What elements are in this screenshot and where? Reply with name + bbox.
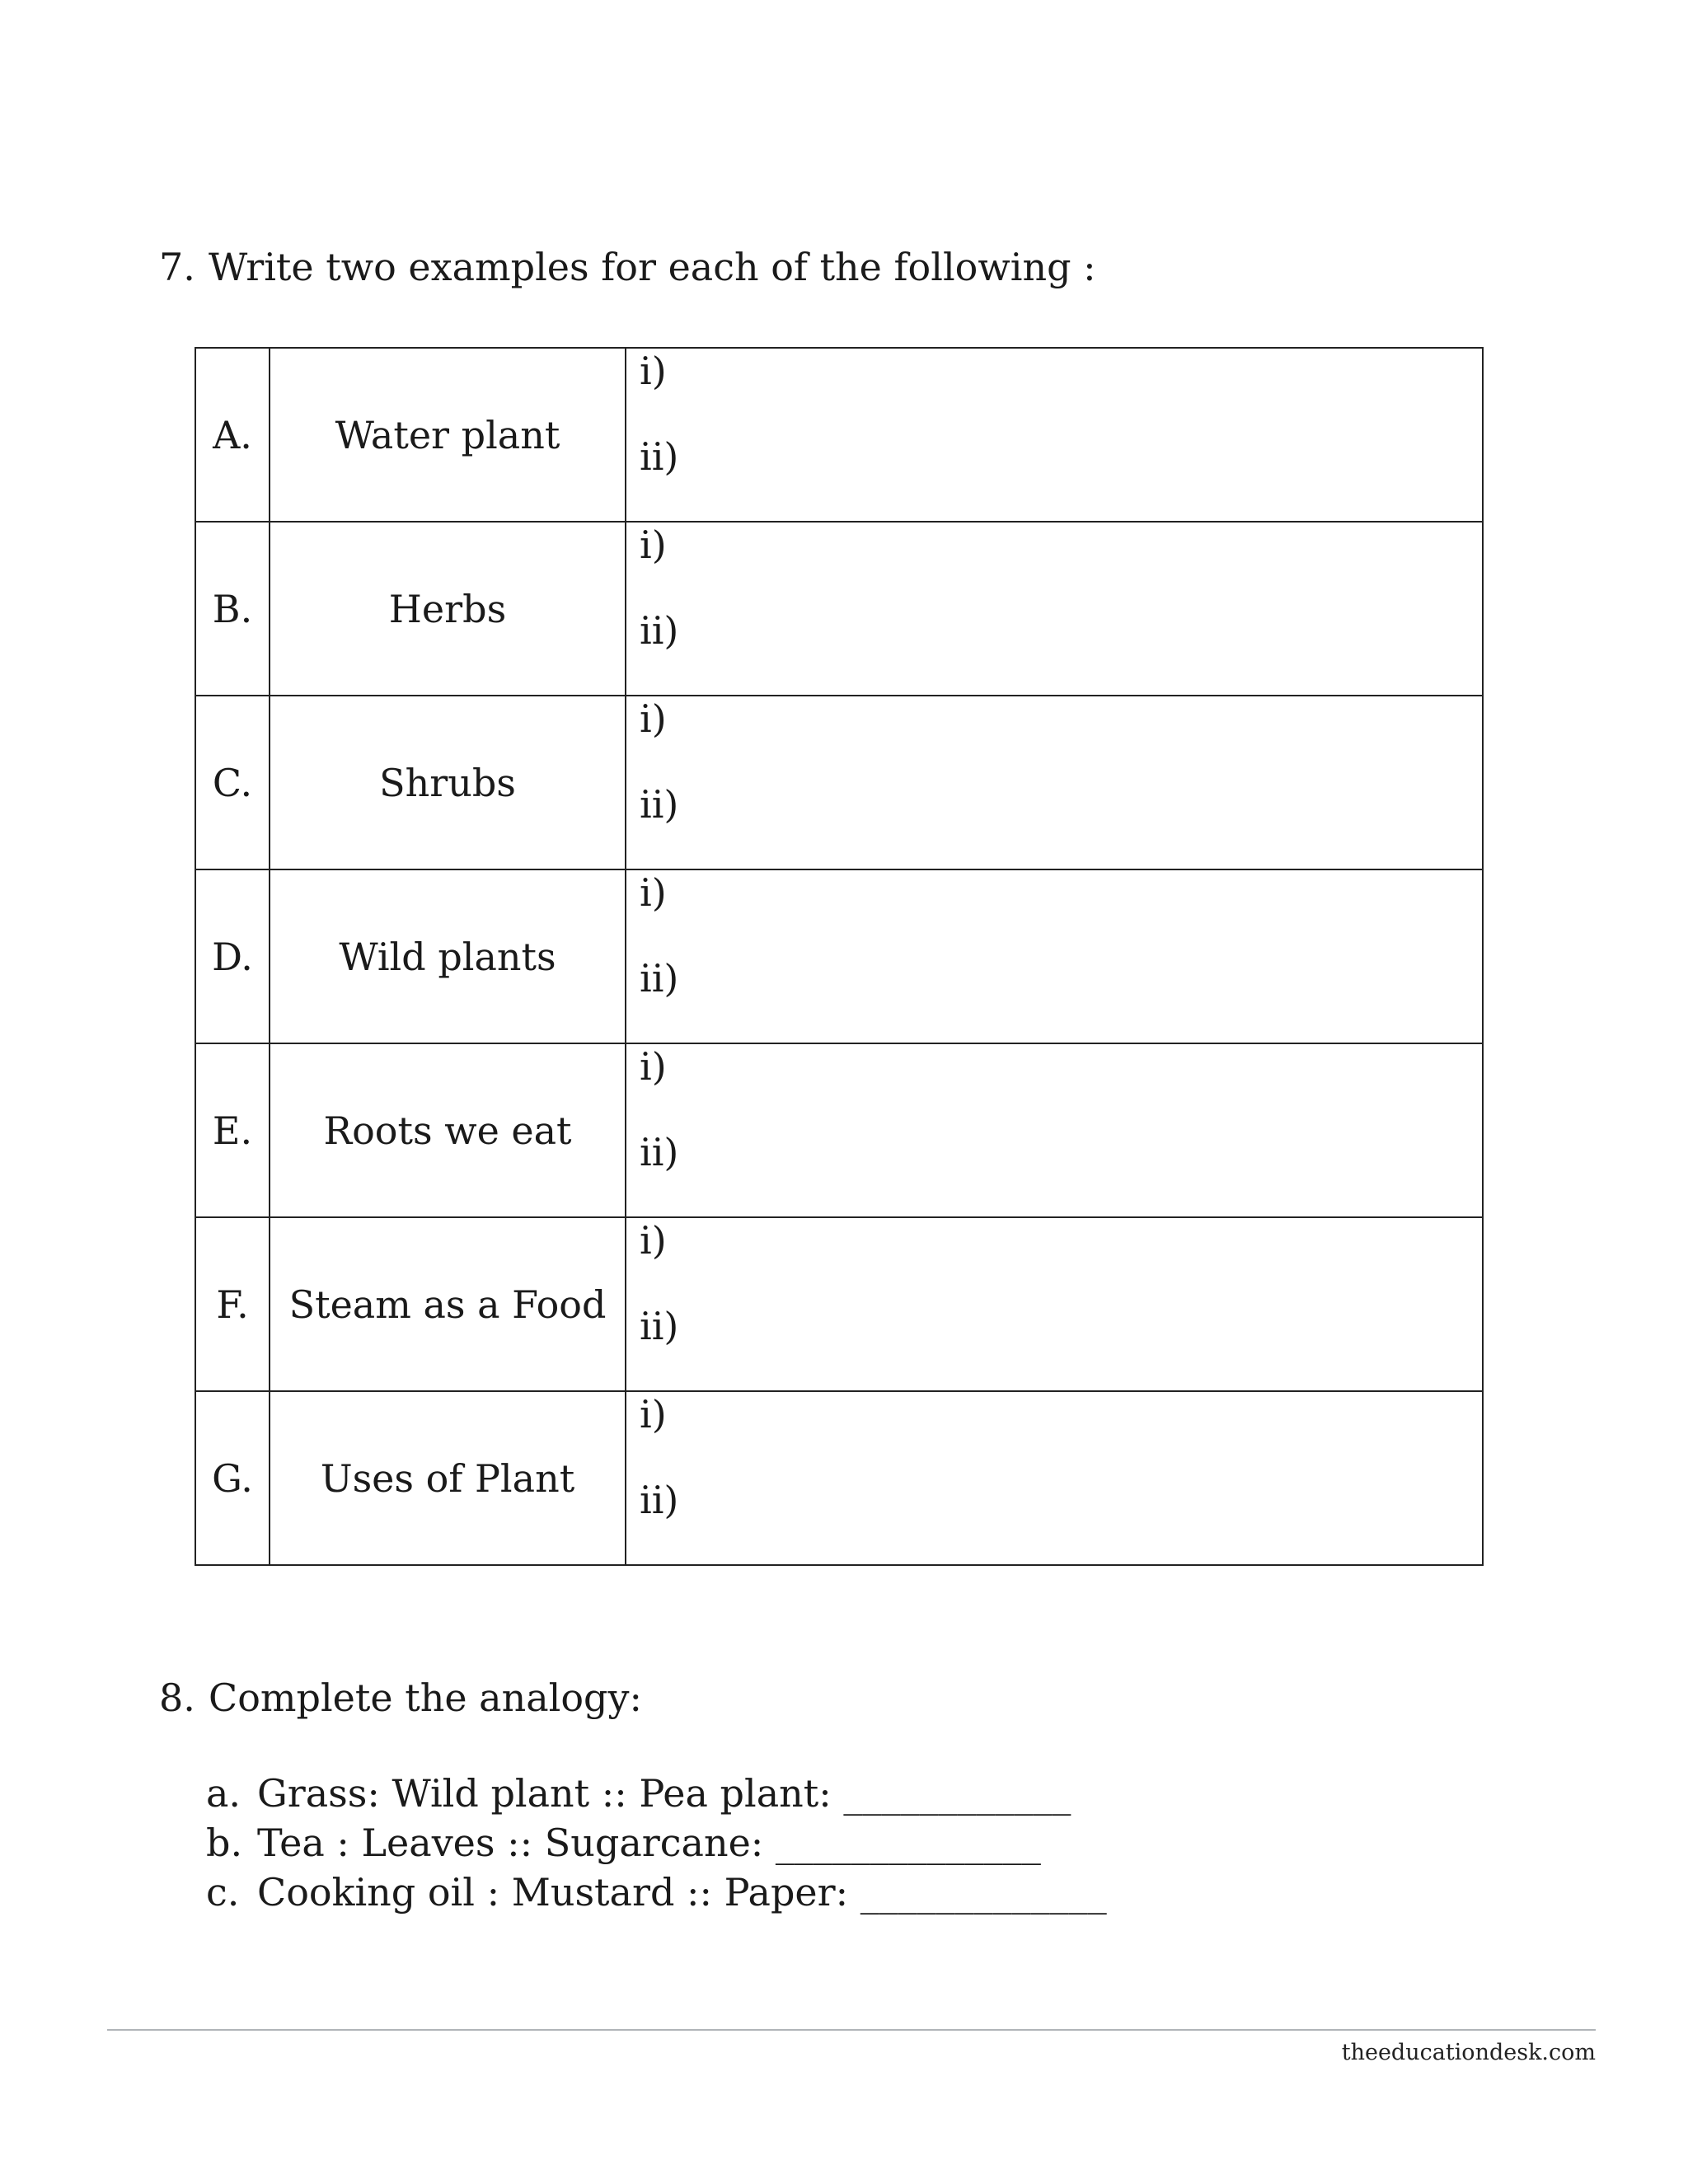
- question-7-heading: [159, 242, 1096, 292]
- analogy-item: [206, 1818, 1107, 1868]
- answer-second-label: ii): [640, 1130, 679, 1174]
- row-letter: F.: [195, 1217, 270, 1391]
- row-category: Herbs: [270, 522, 626, 696]
- analogy-text: Cooking oil : Mustard :: Paper: _____________: [257, 1870, 1107, 1915]
- row-letter: E.: [195, 1043, 270, 1217]
- answer-first-label: i): [640, 1392, 667, 1436]
- answer-cell[interactable]: [626, 869, 1483, 1043]
- row-letter: A.: [195, 348, 270, 522]
- answer-cell[interactable]: [626, 1043, 1483, 1217]
- analogy-item: [206, 1868, 1107, 1917]
- footer-divider: [107, 2029, 1596, 2031]
- question-7-text: Write two examples for each of the following :: [209, 245, 1096, 289]
- analogy-item: [206, 1769, 1107, 1818]
- answer-cell[interactable]: [626, 696, 1483, 869]
- table-row: [195, 1217, 1483, 1391]
- row-category: Wild plants: [270, 869, 626, 1043]
- answer-second-label: ii): [640, 956, 679, 1001]
- answer-first-label: i): [640, 870, 667, 915]
- row-category: Steam as a Food: [270, 1217, 626, 1391]
- table-row: [195, 869, 1483, 1043]
- table-row: [195, 1043, 1483, 1217]
- answer-cell[interactable]: [626, 1391, 1483, 1565]
- analogy-marker: a.: [206, 1771, 241, 1816]
- row-category: Uses of Plant: [270, 1391, 626, 1565]
- answer-first-label: i): [640, 1218, 667, 1263]
- row-category: Roots we eat: [270, 1043, 626, 1217]
- analogy-marker: b.: [206, 1821, 243, 1865]
- row-letter: D.: [195, 869, 270, 1043]
- question-7-number: 7.: [159, 245, 195, 289]
- analogy-marker: c.: [206, 1870, 240, 1915]
- row-category: Shrubs: [270, 696, 626, 869]
- answer-first-label: i): [640, 696, 667, 741]
- row-category: Water plant: [270, 348, 626, 522]
- table-row: [195, 1391, 1483, 1565]
- answer-cell[interactable]: [626, 1217, 1483, 1391]
- question-8-number: 8.: [159, 1675, 195, 1720]
- answer-cell[interactable]: [626, 348, 1483, 522]
- row-letter: G.: [195, 1391, 270, 1565]
- question-8-text: Complete the analogy:: [209, 1675, 642, 1720]
- answer-first-label: i): [640, 523, 667, 567]
- answer-second-label: ii): [640, 434, 679, 479]
- row-letter: C.: [195, 696, 270, 869]
- footer-site-name: theeducationdesk.com: [1341, 2040, 1596, 2065]
- answer-first-label: i): [640, 349, 667, 393]
- question-8-heading: [159, 1673, 642, 1722]
- row-letter: B.: [195, 522, 270, 696]
- examples-table: [195, 347, 1484, 1566]
- table-row: [195, 348, 1483, 522]
- answer-second-label: ii): [640, 782, 679, 827]
- answer-second-label: ii): [640, 1478, 679, 1522]
- table-row: [195, 522, 1483, 696]
- answer-second-label: ii): [640, 608, 679, 653]
- answer-second-label: ii): [640, 1304, 679, 1348]
- answer-cell[interactable]: [626, 522, 1483, 696]
- table-row: [195, 696, 1483, 869]
- analogy-text: Tea : Leaves :: Sugarcane: ______________: [257, 1821, 1041, 1865]
- answer-first-label: i): [640, 1044, 667, 1089]
- analogy-text: Grass: Wild plant :: Pea plant: ____________: [257, 1771, 1071, 1816]
- analogy-list: [206, 1769, 1107, 1917]
